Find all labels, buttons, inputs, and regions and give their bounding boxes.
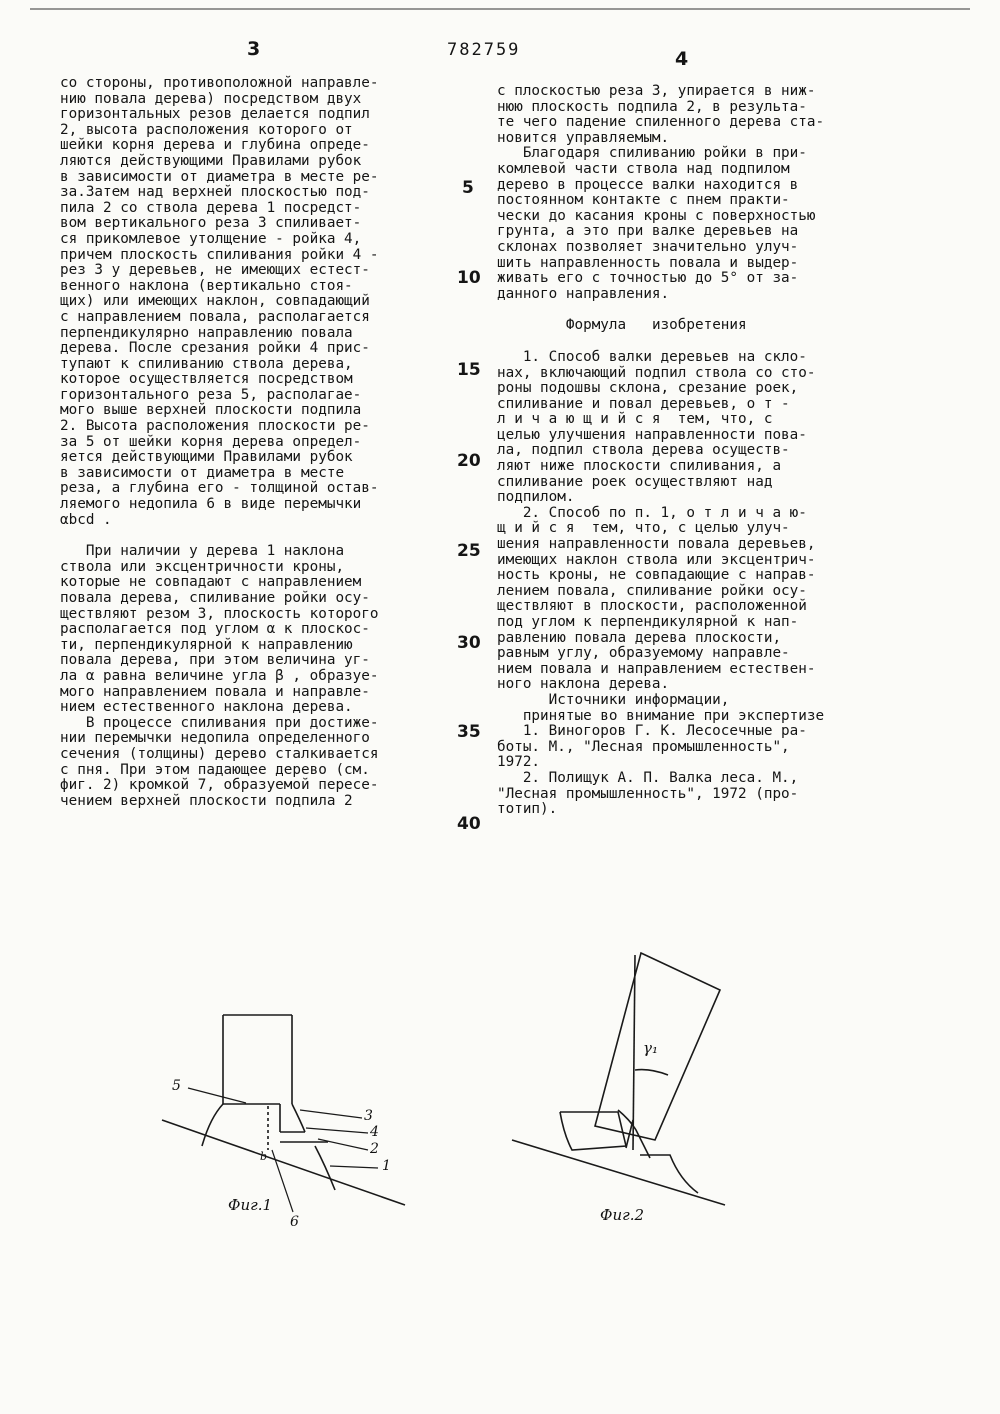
text-line: мого направлением повала и направле-: [60, 683, 370, 700]
text-line: грунта, а это при валке деревьев на: [497, 223, 799, 240]
text-line: повала дерева, спиливание ройки осу-: [60, 590, 370, 606]
claim-line: спиливание роек осуществляют над: [497, 473, 773, 490]
text-line: ществляют резом 3, плоскость которого: [60, 605, 379, 622]
text-line: яется действующими Правилами рубок: [60, 449, 353, 466]
text-line: постоянном контакте с пнем практи-: [497, 192, 790, 209]
label-1: 1: [382, 1158, 391, 1174]
page-number-left: 3: [247, 38, 261, 60]
text-line: чески до касания кроны с поверхностью: [497, 207, 816, 224]
claim-line: лением повала, спиливание ройки осу-: [497, 582, 807, 599]
claim-line: ность кроны, не совпадающие с направ-: [497, 567, 816, 584]
text-line: Благодаря спиливанию ройки в при-: [497, 145, 807, 162]
leader-4: [306, 1128, 368, 1133]
line-number: 15: [457, 360, 481, 380]
text-line: склонах позволяет значительно улуч-: [497, 238, 799, 255]
claim-line: спиливание и повал деревьев, о т -: [497, 395, 790, 412]
text-line: новится управляемым.: [497, 129, 670, 146]
claim-line: ла, подпил ствола дерева осуществ-: [497, 442, 790, 459]
paragraph-gap: [497, 302, 897, 318]
text-line: ти, перпендикулярной к направлению: [60, 636, 353, 653]
label-2: 2: [370, 1141, 379, 1157]
claim-line: ляют ниже плоскости спиливания, а: [497, 458, 782, 475]
text-line: чением верхней плоскости подпила 2: [60, 792, 353, 809]
claim-line: целью улучшения направленности пова-: [497, 426, 807, 443]
sources-list: [497, 693, 897, 818]
source-line: 2. Полищук А. П. Валка леса. М.,: [497, 769, 799, 786]
line-number: 10: [457, 268, 481, 288]
left-column: [60, 76, 452, 809]
claim-line: шения направленности повала деревьев,: [497, 536, 816, 553]
text-line: нюю плоскость подпила 2, в результа-: [497, 98, 807, 115]
text-line: перпендикулярно направлению повала: [60, 324, 353, 341]
text-line: фиг. 2) кромкой 7, образуемой пересе-: [60, 777, 379, 794]
source-line: боты. М., "Лесная промышленность",: [497, 738, 790, 755]
figure-1-caption: Фиг.1: [228, 1196, 273, 1214]
claim-2: [497, 506, 897, 693]
label-4: 4: [370, 1124, 379, 1140]
text-line: тупают к спиливанию ствола дерева,: [60, 355, 353, 372]
left-column-part1: [60, 76, 452, 528]
right-column: [497, 84, 897, 818]
text-line: располагается под углом α к плоскос-: [60, 621, 370, 638]
text-line: за.Затем над верхней плоскостью под-: [60, 184, 370, 201]
buttress-4: [292, 1104, 305, 1132]
text-line: со стороны, противоположной направле-: [60, 75, 379, 91]
source-line: Источники информации,: [497, 691, 730, 708]
source-line: 1. Виногоров Г. К. Лесосечные ра-: [497, 723, 807, 740]
text-line: с пня. При этом падающее дерево (см.: [60, 761, 370, 778]
text-line: венного наклона (вертикально стоя-: [60, 277, 353, 294]
figure-1: [150, 1000, 450, 1230]
text-line: рез 3 у деревьев, не имеющих естест-: [60, 262, 370, 279]
angle-arc: [635, 1070, 668, 1075]
text-line: шить направленность повала и выдер-: [497, 254, 799, 271]
text-line: ляются действующими Правилами рубок: [60, 152, 362, 169]
text-line: 2. Высота расположения плоскости ре-: [60, 418, 370, 435]
claim-line: под углом к перпендикулярной к нап-: [497, 614, 799, 630]
claim-line: подпилом.: [497, 489, 575, 506]
text-line: мого выше верхней плоскости подпила: [60, 402, 362, 419]
text-line: ляемого недопила 6 в виде перемычки: [60, 496, 362, 513]
patent-number: 782759: [447, 40, 521, 60]
text-line: за 5 от шейки корня дерева определ-: [60, 433, 362, 450]
label-b: b: [260, 1150, 268, 1163]
figure-1-drawing: [150, 1000, 450, 1230]
text-line: в зависимости от диаметра в месте ре-: [60, 168, 379, 185]
source-line: "Лесная промышленность", 1972 (про-: [497, 785, 799, 802]
figure-2-caption: Фиг.2: [600, 1206, 645, 1224]
text-line: вом вертикального реза 3 спиливает-: [60, 215, 362, 232]
text-line: щих) или имеющих наклон, совпадающий: [60, 293, 370, 310]
text-line: ствола или эксцентричности кроны,: [60, 558, 345, 575]
leader-1: [330, 1166, 378, 1168]
line-number: 25: [457, 541, 481, 561]
text-line: В процессе спиливания при достиже-: [60, 714, 379, 731]
leader-2: [318, 1139, 368, 1150]
line-number: 35: [457, 722, 481, 742]
text-line: ла α равна величине угла β , образуе-: [60, 667, 379, 684]
claim-1: [497, 350, 897, 506]
claim-line: нием повала и направлением естествен-: [497, 660, 816, 677]
slope-line: [512, 1140, 725, 1205]
paragraph-gap: [497, 334, 897, 350]
line-number: 20: [457, 451, 481, 471]
text-line: горизонтальных резов делается подпил: [60, 106, 370, 123]
leader-6: [272, 1150, 293, 1212]
text-line: αbcd .: [60, 511, 112, 528]
claim-line: имеющих наклон ствола или эксцентрич-: [497, 551, 816, 568]
claim-line: равным углу, образуемому направле-: [497, 645, 790, 662]
text-line: живать его с точностью до 5° от за-: [497, 270, 799, 287]
text-line: причем плоскость спиливания ройки 4 -: [60, 246, 379, 263]
figure-2: [500, 950, 760, 1230]
claim-line: щ и й с я тем, что, с целью улуч-: [497, 520, 790, 537]
text-line: дерево в процессе валки находится в: [497, 176, 799, 193]
text-line: нием естественного наклона дерева.: [60, 699, 353, 716]
formula-heading-text: Формула изобретения: [565, 317, 747, 334]
paragraph-gap: [60, 528, 452, 544]
line-number: 5: [462, 178, 474, 198]
claim-line: 1. Способ валки деревьев на скло-: [497, 348, 807, 365]
text-line: с направлением повала, располагается: [60, 308, 370, 325]
text-line: сечения (толщины) дерево сталкивается: [60, 745, 379, 762]
text-line: данного направления.: [497, 285, 670, 302]
page-number-right: 4: [675, 48, 689, 70]
text-line: которые не совпадают с направлением: [60, 574, 362, 591]
leader-3: [300, 1110, 362, 1118]
right-column-description: [497, 84, 897, 302]
claim-line: ного наклона дерева.: [497, 676, 670, 693]
claim-line: л и ч а ю щ и й с я тем, что, с: [497, 411, 773, 428]
angle-label: γ₁: [643, 1039, 658, 1057]
text-line: которое осуществляется посредством: [60, 371, 353, 388]
claim-line: 2. Способ по п. 1, о т л и ч а ю-: [497, 504, 807, 521]
line-number: 40: [457, 814, 481, 834]
text-line: нию повала дерева) посредством двух: [60, 90, 362, 107]
scan-top-edge: [30, 8, 970, 10]
label-6: 6: [290, 1214, 299, 1230]
figure-2-drawing: [500, 950, 760, 1230]
text-line: с плоскостью реза 3, упирается в ниж-: [497, 83, 816, 99]
text-line: пила 2 со ствола дерева 1 посредст-: [60, 199, 362, 216]
label-3: 3: [364, 1108, 373, 1124]
text-line: повала дерева, при этом величина уг-: [60, 652, 370, 669]
claim-line: равлению повала дерева плоскости,: [497, 629, 782, 646]
source-line: тотип).: [497, 801, 558, 818]
claim-line: нах, включающий подпил ствола со сто-: [497, 364, 816, 381]
text-line: нии перемычки недопила определенного: [60, 730, 370, 747]
text-line: дерева. После срезания ройки 4 прис-: [60, 340, 370, 357]
formula-heading: [497, 318, 897, 334]
stump-right: [315, 1146, 335, 1190]
leader-5: [188, 1088, 246, 1103]
text-line: 2, высота расположения которого от: [60, 121, 353, 138]
text-line: те чего падение спиленного дерева ста-: [497, 114, 825, 131]
text-line: При наличии у дерева 1 наклона: [60, 543, 345, 560]
label-5: 5: [172, 1078, 181, 1094]
source-line: 1972.: [497, 754, 541, 771]
text-line: горизонтального реза 5, располагае-: [60, 386, 362, 403]
claim-line: роны подошвы склона, срезание роек,: [497, 380, 799, 397]
text-line: реза, а глубина его - толщиной остав-: [60, 480, 379, 497]
line-number: 30: [457, 633, 481, 653]
left-column-part2: [60, 544, 452, 809]
source-line: принятые во внимание при экспертизе: [497, 707, 825, 724]
text-line: шейки корня дерева и глубина опреде-: [60, 137, 370, 154]
claim-line: ществляют в плоскости, расположенной: [497, 598, 807, 615]
text-line: в зависимости от диаметра в месте: [60, 464, 345, 481]
text-line: ся прикомлевое утолщение - ройка 4,: [60, 230, 362, 247]
text-line: комлевой части ствола над подпилом: [497, 160, 790, 177]
